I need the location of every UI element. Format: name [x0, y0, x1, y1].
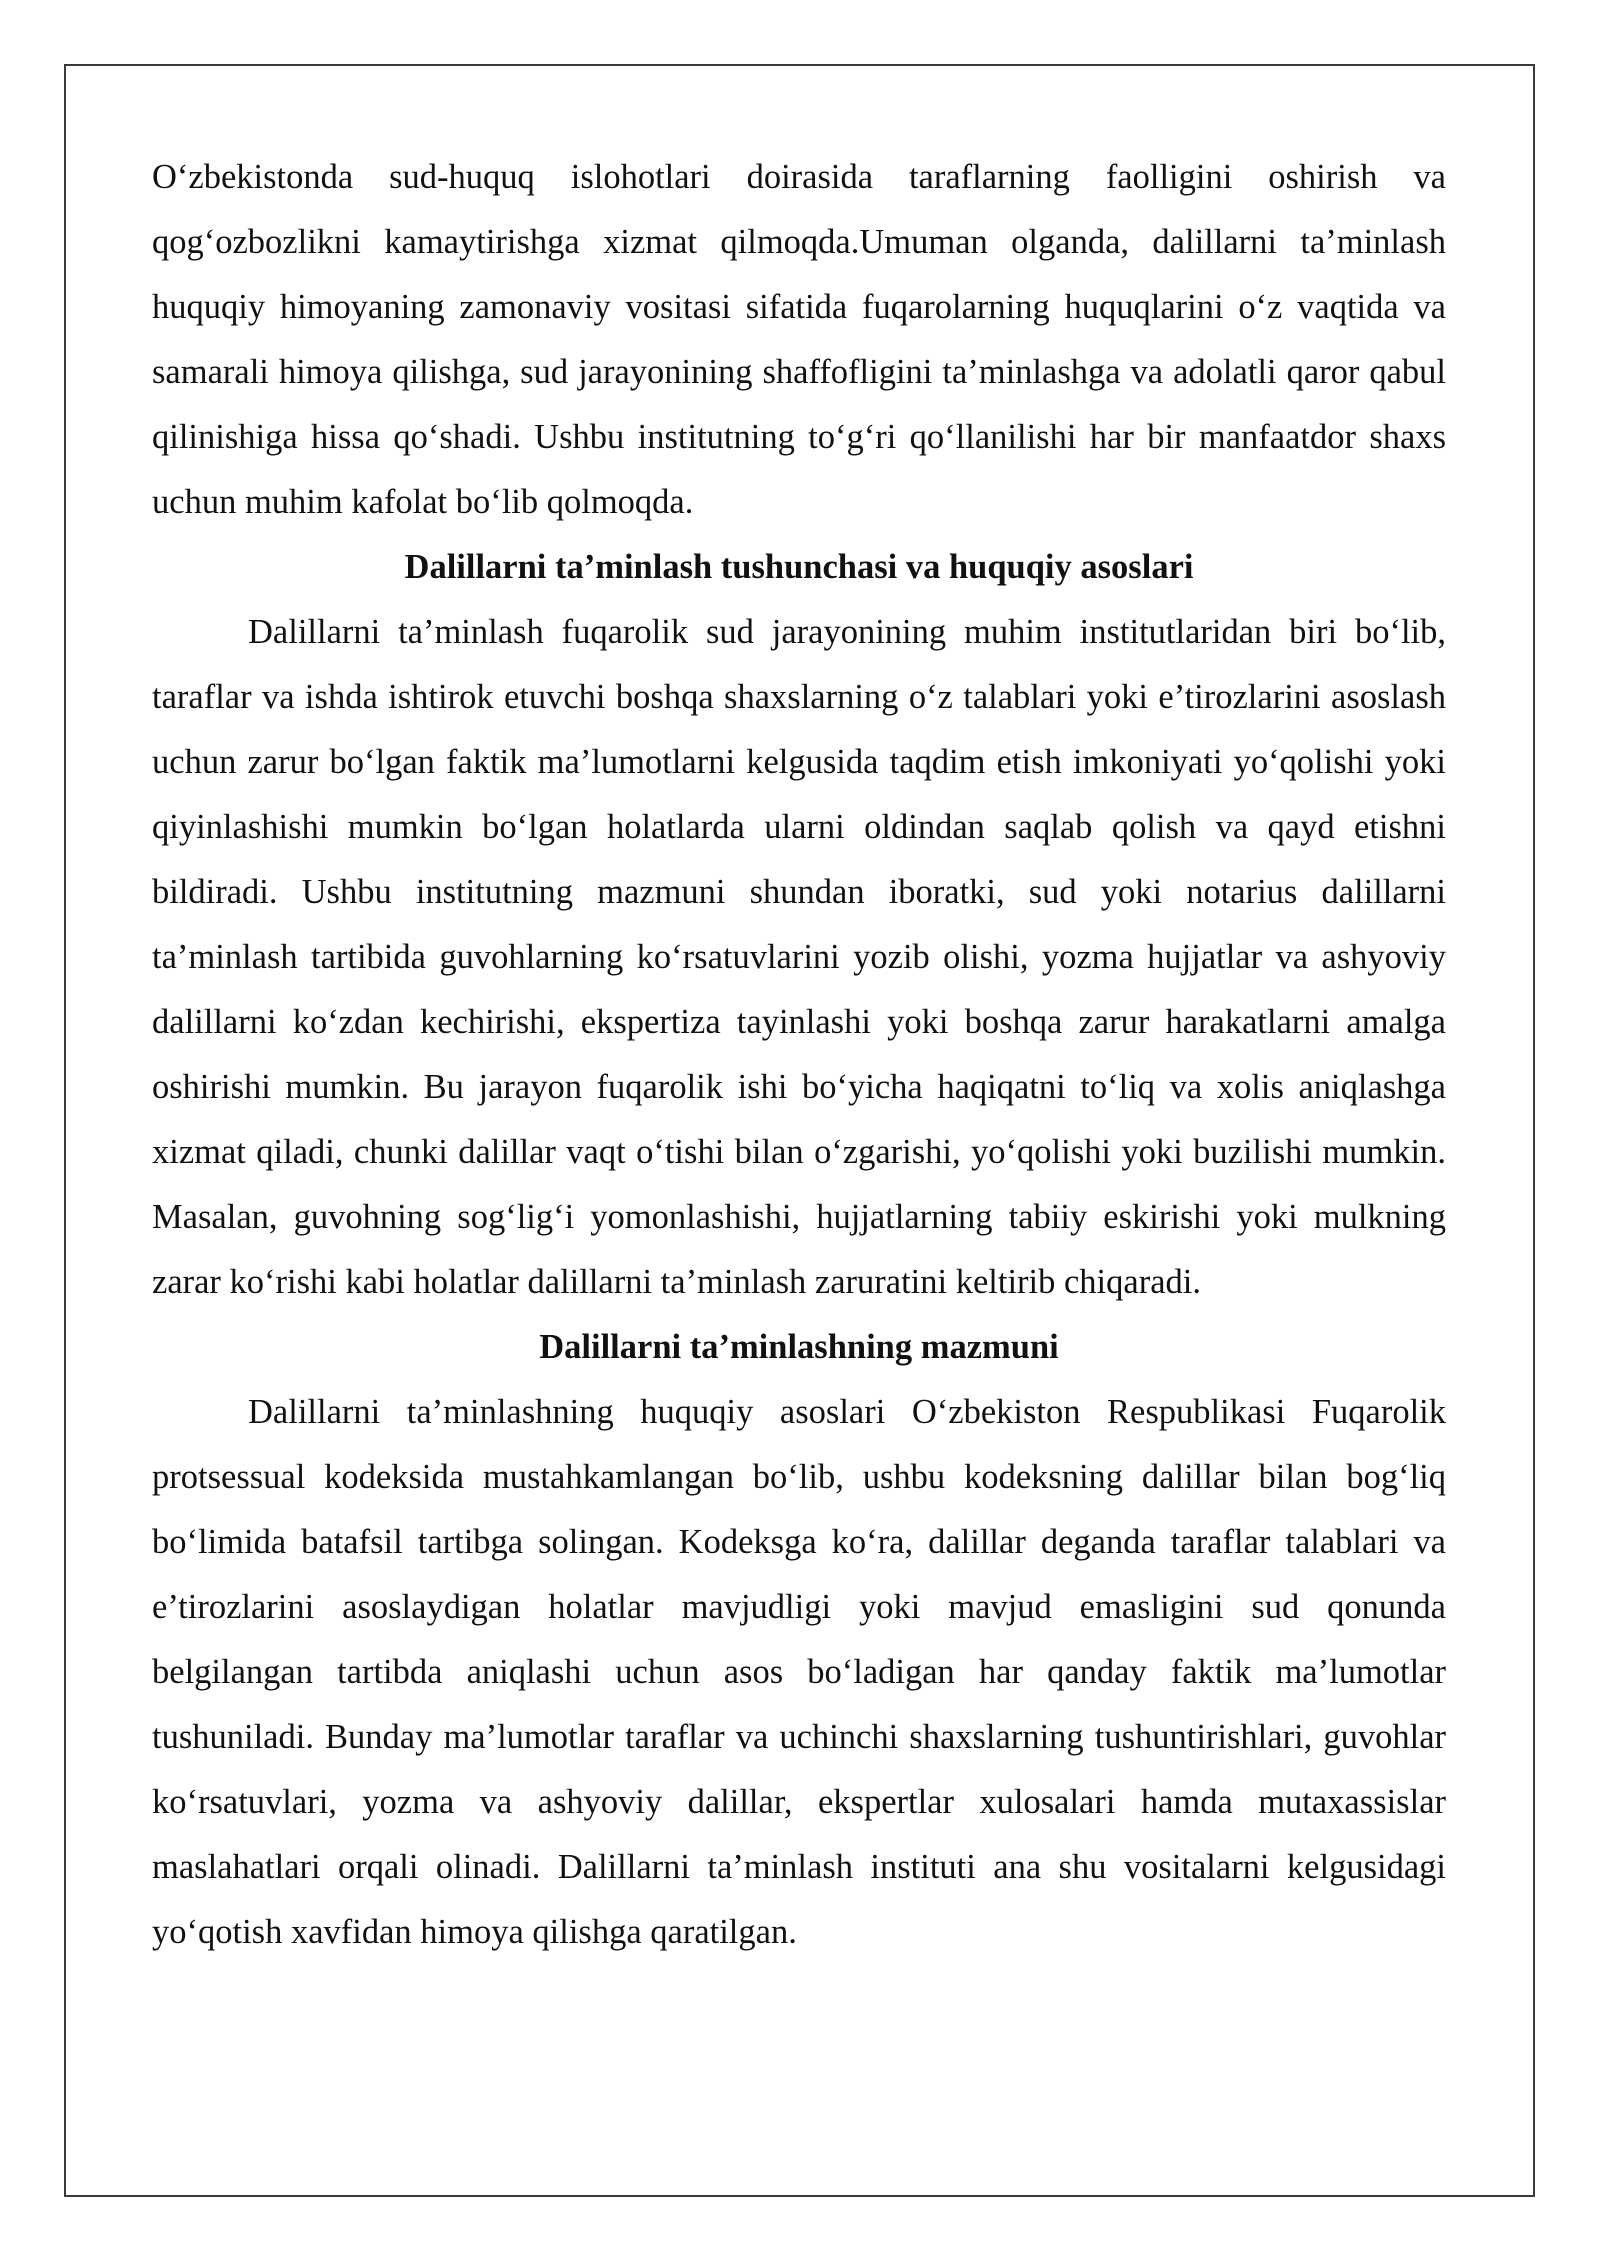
- paragraph-intro-continuation: O‘zbekistonda sud-huquq islohotlari doirasida taraflarning faolligini oshirish va qog‘ozbozlikni kamaytirishga xizmat qilmoqda.Umuman olganda, dalillarni ta’minlash huquqiy himoyaning zamonaviy vositasi sifatida fuqarolarning huquqlarini o‘z vaqtida va samarali himoya qilishga, sud jarayonining shaffofligini ta’minlashga va adolatli qaror qabul qilinishiga hissa qo‘shadi. Ushbu institutning to‘g‘ri qo‘llanilishi har bir manfaatdor shaxs uchun muhim kafolat bo‘lib qolmoqda.: [152, 158, 1446, 521]
- document-body: [152, 145, 1446, 1965]
- paragraph-concept: Dalillarni ta’minlash fuqarolik sud jarayonining muhim institutlaridan biri bo‘lib, taraflar va ishda ishtirok etuvchi boshqa shaxslarning o‘z talablari yoki e’tirozlarini asoslash uchun zarur bo‘lgan faktik ma’lumotlarni kelgusida taqdim etish imkoniyati yo‘qolishi yoki qiyinlashishi mumkin bo‘lgan holatlarda ularni oldindan saqlab qolish va qayd etishni bildiradi. Ushbu institutning mazmuni shundan iboratki, sud yoki notarius dalillarni ta’minlash tartibida guvohlarning ko‘rsatuvlarini yozib olishi, yozma hujjatlar va ashyoviy dalillarni ko‘zdan kechirishi, ekspertiza tayinlashi yoki boshqa zarur harakatlarni amalga oshirishi mumkin. Bu jarayon fuqarolik ishi bo‘yicha haqiqatni to‘liq va xolis aniqlashga xizmat qiladi, chunki dalillar vaqt o‘tishi bilan o‘zgarishi, yo‘qolishi yoki buzilishi mumkin. Masalan, guvohning sog‘lig‘i yomonlashishi, hujjatlarning tabiiy eskirishi yoki mulkning zarar ko‘rishi kabi holatlar dalillarni ta’minlash zaruratini keltirib chiqaradi.: [152, 613, 1446, 1301]
- paragraph-legal-basis: Dalillarni ta’minlashning huquqiy asoslari O‘zbekiston Respublikasi Fuqarolik protsessual kodeksida mustahkamlangan bo‘lib, ushbu kodeksning dalillar bilan bog‘liq bo‘limida batafsil tartibga solingan. Kodeksga ko‘ra, dalillar deganda taraflar talablari va e’tirozlarini asoslaydigan holatlar mavjudligi yoki mavjud emasligini sud qonunda belgilangan tartibda aniqlashi uchun asos bo‘ladigan har qanday faktik ma’lumotlar tushuniladi. Bunday ma’lumotlar taraflar va uchinchi shaxslarning tushuntirishlari, guvohlar ko‘rsatuvlari, yozma va ashyoviy dalillar, ekspertlar xulosalari hamda mutaxassislar maslahatlari orqali olinadi. Dalillarni ta’minlash instituti ana shu vositalarni kelgusidagi yo‘qotish xavfidan himoya qilishga qaratilgan.: [152, 1393, 1446, 1951]
- section-heading-concept: Dalillarni ta’minlash tushunchasi va huquqiy asoslari: [404, 548, 1194, 586]
- section-heading-content: Dalillarni ta’minlashning mazmuni: [539, 1328, 1059, 1366]
